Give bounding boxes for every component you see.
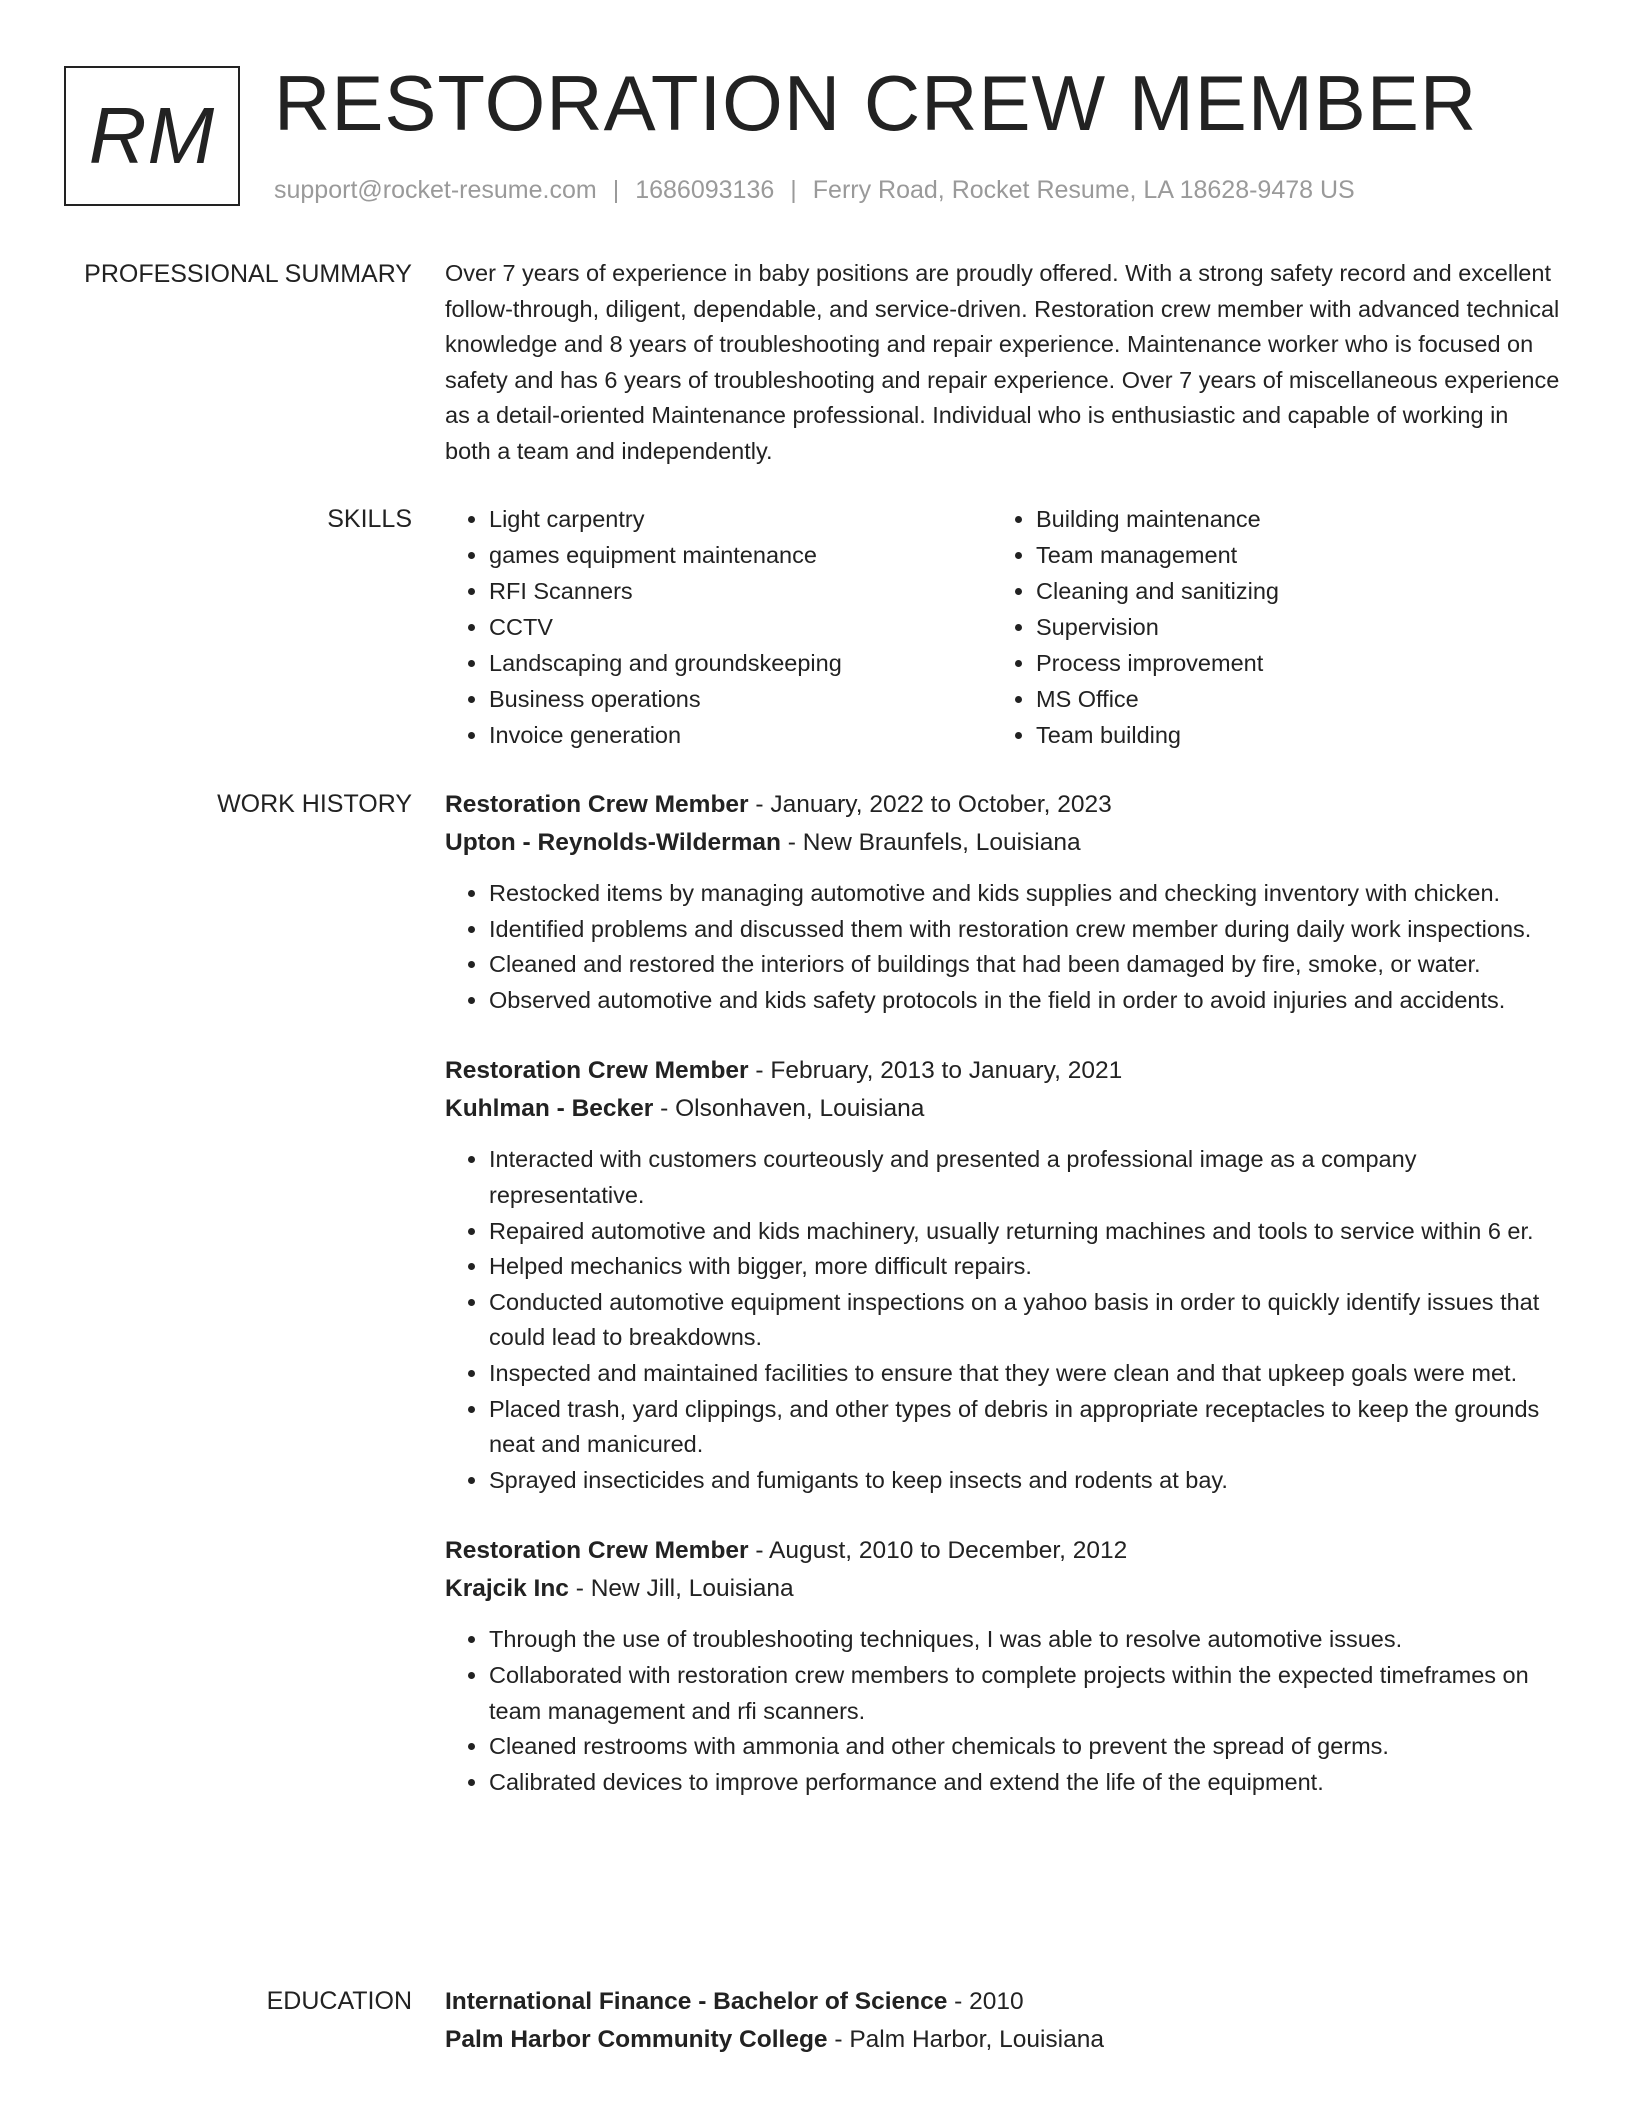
skill-item: • Building maintenance xyxy=(1036,501,1539,537)
education-location: - Palm Harbor, Louisiana xyxy=(827,2026,1104,2053)
job-bullets xyxy=(445,1622,1560,1800)
job-bullet: • Repaired automotive and kids machinery, usually returning machines and tools to service within 6 er. xyxy=(489,1214,1560,1250)
skill-item: • Team management xyxy=(1036,537,1539,573)
education-heading: EDUCATION xyxy=(266,1987,412,2015)
job-entry xyxy=(445,786,1560,1018)
contact-address: Ferry Road, Rocket Resume, LA 18628-9478 US xyxy=(812,176,1355,204)
job-dates: - February, 2013 to January, 2021 xyxy=(748,1057,1123,1085)
job-company: Upton - Reynolds-Wilderman xyxy=(445,829,781,856)
candidate-name: RESTORATION CREW MEMBER xyxy=(274,59,1478,147)
job-company: Krajcik Inc xyxy=(445,1575,569,1603)
work-history-body xyxy=(445,786,1560,1834)
job-company-line xyxy=(445,1090,1560,1128)
job-bullet: • Cleaned and restored the interiors of buildings that had been damaged by fire, smoke, or water. xyxy=(489,947,1560,983)
job-bullet: • Cleaned restrooms with ammonia and other chemicals to prevent the spread of germs. xyxy=(489,1729,1560,1765)
summary-text: Over 7 years of experience in baby positions are proudly offered. With a strong safety record and excellent follow-through, diligent, dependable, and service-driven. Restoration crew member with advanced technical knowledge and 8 years of troubleshooting and repair experience. Maintenance worker who is focused on safety and has 6 years of troubleshooting and repair experience. Over 7 years of miscellaneous experience as a detail-oriented Maintenance professional. Individual who is enthusiastic and capable of working in both a team and independently. xyxy=(445,260,1560,464)
job-location: - New Jill, Louisiana xyxy=(568,1575,794,1603)
skill-item: • games equipment maintenance xyxy=(489,537,992,573)
education-year: - 2010 xyxy=(947,1988,1024,2015)
education-body xyxy=(445,1983,1560,2059)
skills-body xyxy=(445,501,1560,753)
job-bullet: • Restocked items by managing automotive and kids supplies and checking inventory with chicken. xyxy=(489,876,1560,912)
job-entry xyxy=(445,1052,1560,1498)
job-bullets xyxy=(445,1142,1560,1498)
skill-item: • MS Office xyxy=(1036,681,1539,717)
job-title-line xyxy=(445,1532,1560,1570)
contact-email[interactable]: support@rocket-resume.com xyxy=(274,176,597,204)
skills-heading: SKILLS xyxy=(327,505,412,533)
education-school: Palm Harbor Community College xyxy=(445,2026,828,2053)
initials-monogram xyxy=(64,66,240,206)
skill-item: • CCTV xyxy=(489,609,992,645)
job-bullet: • Helped mechanics with bigger, more difficult repairs. xyxy=(489,1249,1560,1285)
job-bullet: • Inspected and maintained facilities to ensure that they were clean and that upkeep goals were met. xyxy=(489,1356,1560,1392)
job-bullet: • Observed automotive and kids safety protocols in the field in order to avoid injuries and accidents. xyxy=(489,983,1560,1019)
job-location: - Olsonhaven, Louisiana xyxy=(653,1095,925,1123)
job-company: Kuhlman - Becker xyxy=(445,1095,654,1123)
job-bullet: • Interacted with customers courteously and presented a professional image as a company representative. xyxy=(489,1142,1560,1213)
job-bullet: • Sprayed insecticides and fumigants to keep insects and rodents at bay. xyxy=(489,1463,1560,1499)
job-location: - New Braunfels, Louisiana xyxy=(780,829,1081,856)
contact-line xyxy=(274,174,1355,206)
job-title: Restoration Crew Member xyxy=(445,1537,749,1565)
summary-heading: PROFESSIONAL SUMMARY xyxy=(84,260,412,288)
education-degree-line xyxy=(445,1983,1560,2021)
contact-phone[interactable]: 1686093136 xyxy=(635,176,775,204)
job-entry xyxy=(445,1532,1560,1800)
skill-item: • Business operations xyxy=(489,681,992,717)
skill-item: • Light carpentry xyxy=(489,501,992,537)
job-title: Restoration Crew Member xyxy=(445,1057,749,1085)
skills-list-right xyxy=(992,501,1539,753)
job-bullet: • Conducted automotive equipment inspections on a yahoo basis in order to quickly identify issues that could lead to breakdowns. xyxy=(489,1285,1560,1356)
job-bullet: • Collaborated with restoration crew members to complete projects within the expected timeframes on team management and rfi scanners. xyxy=(489,1658,1560,1729)
job-bullet: • Identified problems and discussed them with restoration crew member during daily work inspections. xyxy=(489,912,1560,948)
initials-text: RM xyxy=(88,91,216,180)
skill-item: • Invoice generation xyxy=(489,717,992,753)
job-company-line xyxy=(445,1570,1560,1608)
work-history-heading: WORK HISTORY xyxy=(217,790,412,818)
contact-separator: | xyxy=(612,176,620,204)
skill-item: • RFI Scanners xyxy=(489,573,992,609)
job-dates: - August, 2010 to December, 2012 xyxy=(748,1537,1128,1565)
skill-item: • Landscaping and groundskeeping xyxy=(489,645,992,681)
contact-separator: | xyxy=(790,176,797,204)
job-title-line xyxy=(445,1052,1560,1090)
skill-item: • Supervision xyxy=(1036,609,1539,645)
skill-item: • Team building xyxy=(1036,717,1539,753)
education-degree: International Finance - Bachelor of Science xyxy=(445,1988,948,2015)
skills-list-left xyxy=(445,501,992,753)
job-dates: - January, 2022 to October, 2023 xyxy=(748,791,1112,818)
summary-body xyxy=(445,256,1560,470)
skill-item: • Process improvement xyxy=(1036,645,1539,681)
education-school-line xyxy=(445,2021,1560,2059)
job-company-line xyxy=(445,824,1560,862)
job-bullet: • Through the use of troubleshooting techniques, I was able to resolve automotive issues. xyxy=(489,1622,1560,1658)
job-bullet: • Calibrated devices to improve performance and extend the life of the equipment. xyxy=(489,1765,1560,1801)
job-title-line xyxy=(445,786,1560,824)
job-bullet: • Placed trash, yard clippings, and other types of debris in appropriate receptacles to keep the grounds neat and manicured. xyxy=(489,1392,1560,1463)
job-bullets xyxy=(445,876,1560,1018)
skill-item: • Cleaning and sanitizing xyxy=(1036,573,1539,609)
job-title: Restoration Crew Member xyxy=(445,791,749,818)
